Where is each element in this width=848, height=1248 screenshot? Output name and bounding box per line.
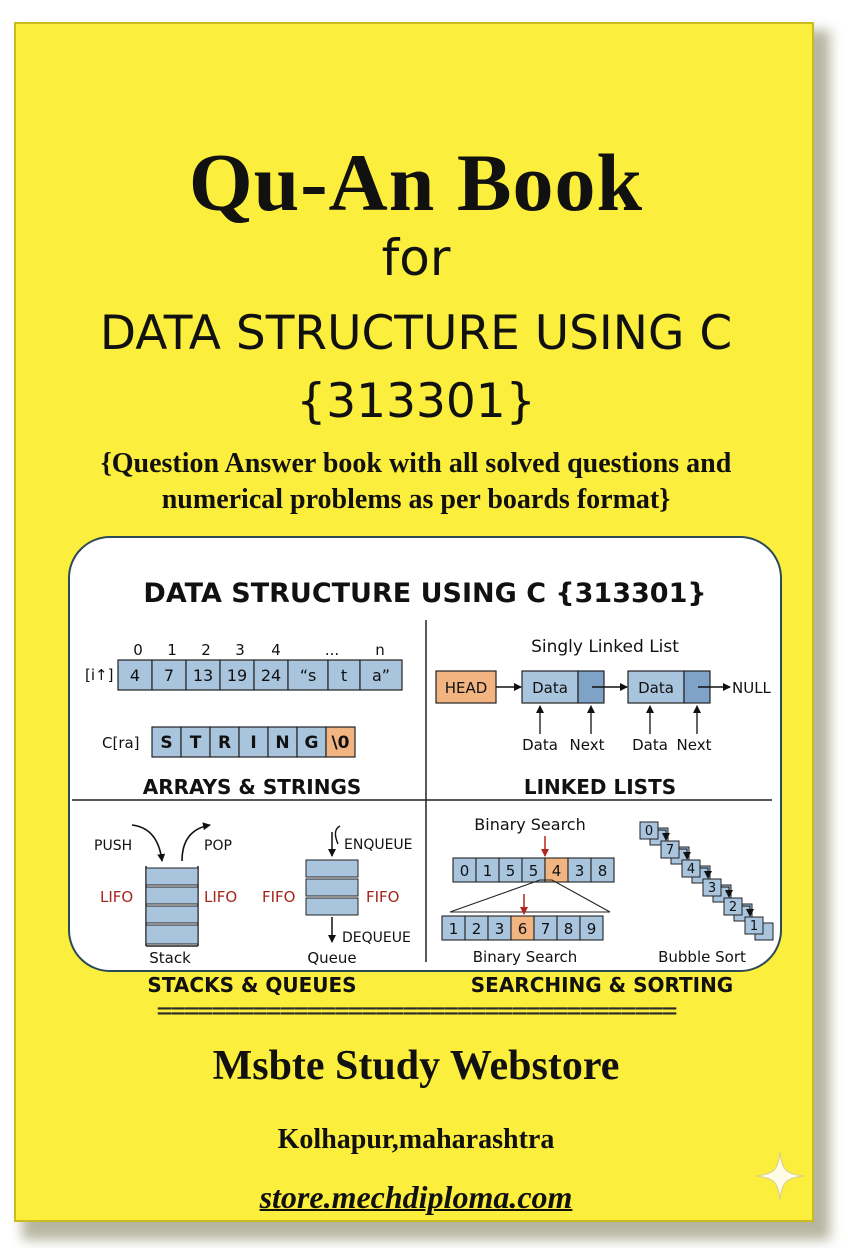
searching-caption: SEARCHING & SORTING (470, 973, 734, 997)
queue-cell (306, 879, 358, 896)
array-cell-value: 4 (129, 666, 141, 685)
search-cell-value: 8 (597, 862, 608, 880)
string-cell-value: G (304, 733, 319, 753)
tagline-line-1: {Question Answer book with all solved questions and (100, 448, 732, 479)
array-index: n (375, 641, 385, 659)
array-row-label: [i↑] (85, 666, 114, 684)
queue-cell (306, 898, 358, 915)
book-cover (14, 22, 814, 1222)
bubble-cell-value: 4 (686, 862, 696, 877)
node-1-data-caption: Data (522, 736, 558, 754)
fifo-right-label: FIFO (366, 888, 400, 906)
search-cell-value: 0 (459, 862, 470, 880)
node-1-label: Data (532, 679, 568, 697)
node-2-next-caption: Next (676, 736, 712, 754)
null-label: NULL (732, 679, 771, 697)
search-cell-value: 9 (586, 920, 597, 938)
array-cell-value: a” (371, 666, 391, 685)
array-cell-value: 13 (192, 666, 214, 685)
panel-heading: DATA STRUCTURE USING C {313301} (143, 578, 707, 609)
string-cell-value: S (160, 733, 173, 753)
array-cell-value: 19 (226, 666, 248, 685)
string-cell-value: T (189, 733, 202, 753)
fifo-left-label: FIFO (262, 888, 296, 906)
bubble-cell-value: 7 (665, 843, 675, 858)
book-title: Qu-An Book (188, 137, 644, 228)
split-lines (450, 880, 610, 912)
search-cell-value: 8 (563, 920, 574, 938)
push-arrow (132, 825, 162, 861)
lifo-right-label: LIFO (204, 888, 238, 906)
stacks-section (94, 825, 413, 997)
search-cell-value: 1 (448, 920, 459, 938)
search-cell-value: 5 (528, 862, 539, 880)
search-cell-value: 5 (505, 862, 516, 880)
bubble-cell-value: 2 (728, 900, 738, 915)
search-cell-value: 7 (540, 920, 551, 938)
string-cell-value: R (217, 733, 232, 753)
push-label: PUSH (94, 838, 133, 854)
queue-label: Queue (307, 949, 357, 967)
queue-cell (306, 860, 358, 877)
tagline (16, 446, 816, 518)
sparkle-icon (752, 1148, 808, 1204)
node-2-label: Data (638, 679, 674, 697)
search-cell-value: 6 (517, 920, 528, 938)
enqueue-arrow (335, 826, 340, 844)
website-link[interactable]: store.mechdiploma.com (259, 1179, 573, 1215)
publisher-city: Kolhapur,maharashtra (277, 1124, 555, 1155)
topics-illustration (70, 538, 780, 997)
stacks-caption: STACKS & QUEUES (147, 973, 357, 997)
arrays-caption: ARRAYS & STRINGS (142, 775, 362, 799)
bubble-cell-value: 0 (644, 824, 654, 839)
subject-code: {313301} (296, 374, 536, 429)
title-for: for (381, 229, 451, 287)
stack-cell (146, 887, 198, 904)
search-cell-value: 3 (574, 862, 585, 880)
stack-cell (146, 868, 198, 885)
arrays-section (85, 641, 402, 799)
search-cell-value: 2 (471, 920, 482, 938)
array-index: ... (324, 641, 340, 659)
array-cell-value: 24 (260, 666, 282, 685)
binary-search-title: Binary Search (474, 815, 586, 834)
array-index: 4 (271, 641, 281, 659)
binary-search-label: Binary Search (472, 948, 578, 966)
string-cell-value: \0 (331, 733, 350, 753)
subject-title: DATA STRUCTURE USING C (99, 306, 733, 361)
array-index: 3 (235, 641, 245, 659)
node-1-next-caption: Next (569, 736, 605, 754)
lifo-left-label: LIFO (100, 888, 134, 906)
tagline-line-2: numerical problems as per boards format} (161, 484, 671, 515)
bubble-cell-value: 1 (749, 919, 759, 934)
linked-list-caption: LINKED LISTS (523, 775, 677, 799)
dequeue-label: DEQUEUE (342, 930, 411, 946)
bubble-cell-value: 3 (707, 881, 717, 896)
search-section (442, 815, 773, 997)
array-cell-value: 7 (163, 666, 175, 685)
string-label: C[ra] (102, 734, 140, 752)
head-label: HEAD (444, 679, 488, 697)
search-cell-value: 4 (551, 862, 562, 880)
pop-label: POP (204, 838, 232, 854)
array-index: 2 (201, 641, 211, 659)
enqueue-label: ENQUEUE (344, 837, 413, 853)
publisher-name: Msbte Study Webstore (212, 1043, 620, 1089)
array-cell-value: t (340, 666, 348, 685)
topics-panel (68, 536, 782, 997)
separator-line: ====================================== (156, 996, 676, 1026)
string-cell-value: N (275, 733, 290, 753)
linked-list-title: Singly Linked List (531, 637, 679, 657)
array-index: 1 (167, 641, 177, 659)
stack-cell (146, 925, 198, 944)
stack-cell (146, 906, 198, 923)
node-2-data-caption: Data (632, 736, 668, 754)
stack-label: Stack (149, 949, 191, 967)
string-cell-value: I (250, 733, 257, 753)
array-cell-value: “s (299, 666, 317, 685)
array-index: 0 (133, 641, 143, 659)
search-cell-value: 1 (482, 862, 493, 880)
search-cell-value: 3 (494, 920, 505, 938)
bubble-sort-label: Bubble Sort (658, 948, 746, 966)
linked-list-section (436, 637, 772, 799)
